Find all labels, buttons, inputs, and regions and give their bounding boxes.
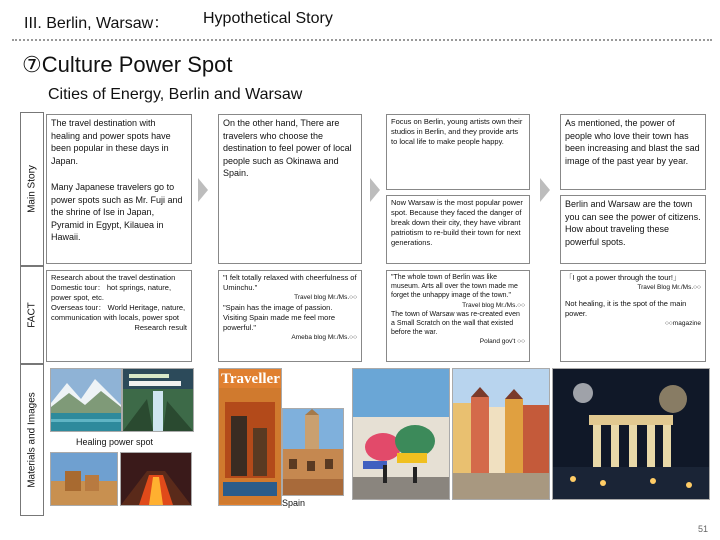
image-berlin-wall [352, 368, 450, 500]
side-label-materials [20, 364, 44, 516]
story-col2-text: On the other hand, There are travelers who choose the destination to feel power of local people such as Okinawa and Spain. [223, 118, 352, 178]
fact-col2-source2: Ameba blog Mr./Ms.○○ [291, 334, 357, 341]
image-lake-mountain [50, 368, 122, 432]
story-col3-top [386, 114, 530, 190]
fact-col1-line: Overseas tour： World Heritage, nature, communication with locals, power spot [51, 303, 186, 322]
page-number: 51 [697, 524, 708, 534]
image-volcano [120, 452, 192, 506]
fact-col3 [386, 270, 530, 362]
fact-col4-quote1: 「I got a power through the tour!」 [565, 273, 681, 282]
fact-col2-source1: Travel blog Mr./Ms.○○ [294, 294, 357, 301]
header-divider [12, 39, 712, 41]
fact-col2 [218, 270, 362, 362]
main-story-label: Main Story [26, 165, 38, 213]
header-label: Hypothetical Story [203, 10, 333, 27]
image-warsaw-old-town [452, 368, 550, 500]
arrow-2 [370, 178, 380, 202]
fact-col4-source2: ○○magazine [664, 320, 701, 327]
story-col2 [218, 114, 362, 264]
fact-col4 [560, 270, 706, 362]
fact-col3-quote1: "The whole town of Berlin was like museum. Arts all over the town made me forget the unhappy image of the town." [391, 274, 518, 300]
fact-col2-quote1: "I felt totally relaxed with cheerfulness of Uminchu." [223, 273, 357, 292]
spain-caption: Spain [282, 498, 306, 508]
materials-label: Materials and Images [26, 392, 38, 488]
fact-col1-line: Research about the travel destination [51, 273, 176, 282]
fact-col1 [46, 270, 192, 362]
story-col3-bottom-text: Now Warsaw is the most popular power spot. Because they faced the danger of break down their city, they have vibrant patriotism to re-build their town for next generations. [391, 198, 523, 247]
image-healing-spot [122, 368, 194, 432]
page-subtitle: Cities of Energy, Berlin and Warsaw [48, 86, 303, 103]
fact-col4-quote2: Not healing, it is the spot of the main power. [565, 299, 687, 318]
magazine-title: Traveller [221, 371, 280, 387]
image-spain-town [282, 408, 344, 496]
story-col4-top [560, 114, 706, 190]
story-col4-bottom-text: Berlin and Warsaw are the town you can see the power of citizens. How about traveling these powerful spots. [565, 199, 701, 247]
side-label-main-story [20, 112, 44, 266]
fact-col3-source2: Poland gov't ○○ [479, 338, 525, 346]
story-col1-top: The travel destination with healing and power spots have been popular in these days in Japan. [51, 118, 171, 166]
healing-caption: Healing power spot [76, 437, 154, 447]
side-label-fact [20, 266, 44, 364]
story-col1-bottom: Many Japanese travelers go to power spots such as Mr. Fuji and the shrine of Ise in Japan, Pyramid in Egypt, Kilauea in Hawaii. [51, 182, 183, 242]
story-col1 [46, 114, 192, 264]
fact-col2-quote2: "Spain has the image of passion. Visiting Spain made me feel more powerful." [223, 303, 336, 332]
section-label: III. Berlin, Warsaw： [24, 15, 170, 32]
fact-col3-quote2: The town of Warsaw was re-created even a Small Scratch on the wall that existed before the war. [391, 310, 520, 337]
story-col3-bottom [386, 195, 530, 264]
fact-col4-source1: Travel Blog Mr./Ms.○○ [637, 284, 701, 291]
fact-col1-line: Domestic tour： hot springs, nature, power spot, etc. [51, 283, 172, 302]
arrow-3 [540, 178, 550, 202]
fact-label: FACT [26, 302, 38, 328]
story-col4-bottom [560, 195, 706, 264]
story-col3-top-text: Focus on Berlin, young artists own their studios in Berlin, and they provide arts to local life to make people happy. [391, 117, 523, 146]
image-traveller-cover [218, 368, 282, 506]
arrow-1 [198, 178, 208, 202]
image-desert-fortress [50, 452, 118, 506]
image-brandenburg-gate [552, 368, 710, 500]
fact-col3-source1: Travel blog Mr./Ms.○○ [462, 301, 525, 309]
fact-col1-source: Research result [134, 323, 187, 332]
story-col4-top-text: As mentioned, the power of people who love their town has been increasing and blast the sad image of the past year by year. [565, 118, 700, 166]
page-title: ⑦Culture Power Spot [22, 52, 233, 77]
